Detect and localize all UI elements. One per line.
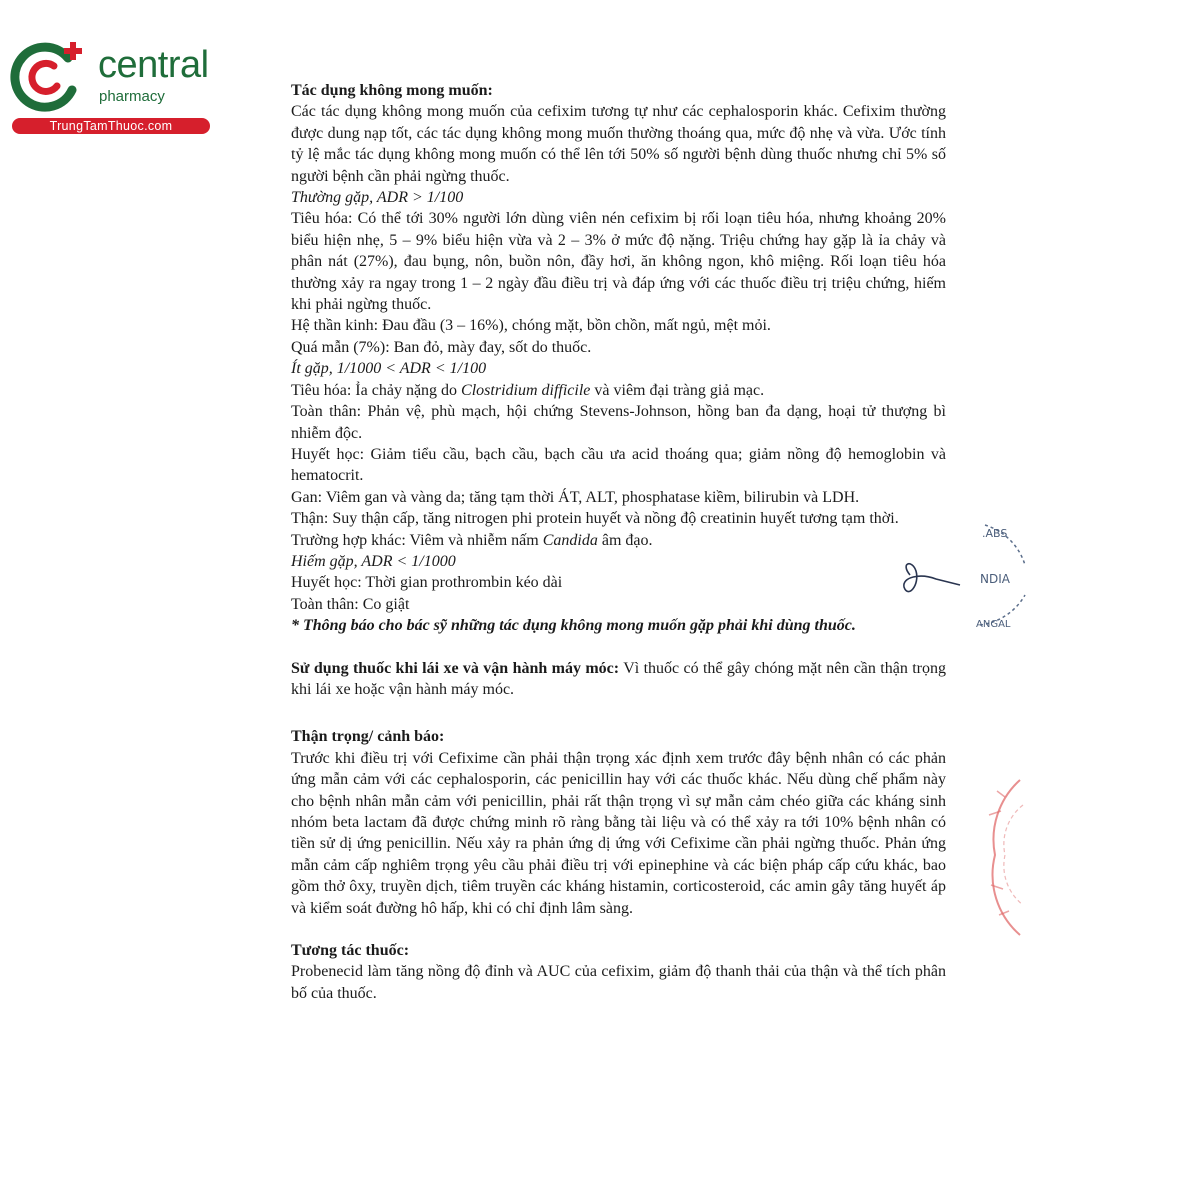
side-effects-liver: Gan: Viêm gan và vàng da; tăng tạm thời ÁT, ALT, phosphatase kiềm, bilirubin và LDH. xyxy=(291,488,860,506)
side-effects-hematology-rare: Huyết học: Thời gian prothrombin kéo dài xyxy=(291,574,563,592)
stamp-label: ANGAL xyxy=(976,619,1011,630)
stamp-label: NDIA xyxy=(980,572,1010,586)
red-seal-fragment xyxy=(975,775,1025,940)
section-title-driving: Sử dụng thuốc khi lái xe và vận hành máy móc: xyxy=(291,659,620,677)
text-run: âm đạo. xyxy=(597,531,653,549)
side-effects-other xyxy=(291,530,946,551)
side-effects-hematology: Huyết học: Giảm tiểu cầu, bạch cầu, bạch cầu ưa acid thoáng qua; giảm nồng độ hemoglobin và hematocrit. xyxy=(291,445,946,485)
interactions-text: Probenecid làm tăng nồng độ đỉnh và AUC của cefixim, giảm độ thanh thải của thận và thể tích phân bố của thuốc. xyxy=(291,963,946,1002)
side-effects-note: * Thông báo cho bác sỹ những tác dụng không mong muốn gặp phải khi dùng thuốc. xyxy=(291,617,856,635)
side-effects-digestive: Tiêu hóa: Có thể tới 30% người lớn dùng viên nén cefixim bị rối loạn tiêu hóa, nhưng khoảng 20% biểu hiện nhẹ, 5 – 9% biểu hiện vừa và 2 – 3% ở mức độ nặng. Triệu chứng hay gặp là ỉa chảy và phân nát (27%), đau bụng, nôn, buồn nôn, đầy hơi, ăn không ngon, khô miệng. Rối loạn tiêu hóa thường xảy ra ngay trong 1 – 2 ngày đầu điều trị và đáp ứng với các thuốc điều trị triệu chứng, hiếm khi phải ngừng thuốc. xyxy=(291,210,946,314)
section-title-interactions: Tương tác thuốc: xyxy=(291,942,410,960)
side-effects-kidney: Thận: Suy thận cấp, tăng nitrogen phi protein huyết và nồng độ creatinin huyết tương tạm thời. xyxy=(291,510,899,528)
frequency-rare: Hiếm gặp, ADR < 1/1000 xyxy=(291,552,456,570)
section-title-side-effects: Tác dụng không mong muốn: xyxy=(291,82,493,99)
text-run: Tiêu hóa: Ỉa chảy nặng do xyxy=(291,381,462,399)
signature-mark xyxy=(904,564,960,592)
section-title-precautions: Thận trọng/ cảnh báo: xyxy=(291,728,445,746)
text-run: và viêm đại tràng giả mạc. xyxy=(590,381,765,399)
stamp-label: .ABS xyxy=(982,527,1008,540)
driving-section xyxy=(291,658,946,701)
logo-brand: central xyxy=(98,44,209,86)
logo-subtitle: pharmacy xyxy=(99,88,165,105)
organism-name: Candida xyxy=(542,531,598,549)
side-effects-nervous: Hệ thần kinh: Đau đầu (3 – 16%), chóng mặt, bồn chồn, mất ngủ, mệt mỏi. xyxy=(291,317,771,335)
company-stamp-fragment xyxy=(890,515,1030,635)
frequency-common: Thường gặp, ADR > 1/100 xyxy=(291,189,464,207)
frequency-uncommon: Ít gặp, 1/1000 < ADR < 1/100 xyxy=(291,360,487,378)
organism-name: Clostridium difficile xyxy=(461,381,591,399)
text-run: Trường hợp khác: Viêm và nhiễm nấm xyxy=(291,531,543,549)
side-effects-allergy: Quá mẫn (7%): Ban đỏ, mày đay, sốt do thuốc. xyxy=(291,338,592,356)
side-effects-digestive-severe xyxy=(291,380,946,401)
side-effects-systemic-rare: Toàn thân: Co giật xyxy=(291,595,410,613)
central-pharmacy-logo[interactable] xyxy=(10,36,215,136)
leaflet-text xyxy=(291,80,946,1004)
driving-text: Vì thuốc có thể gây chóng mặt nên cần thận trọng khi lái xe hoặc vận hành máy móc. xyxy=(291,659,946,698)
logo-site-banner: TrungTamThuoc.com xyxy=(12,118,210,134)
side-effects-intro: Các tác dụng không mong muốn của cefixim tương tự như các cephalosporin khác. Cefixim thường được dung nạp tốt, các tác dụng không mong muốn thường thoáng qua, mức độ nhẹ và vừa. Ước tính tỷ lệ mắc tác dụng không mong muốn có thể lên tới 50% số người bệnh dùng thuốc nhưng chỉ 5% số người bệnh cần phải ngừng thuốc. xyxy=(291,103,946,185)
side-effects-systemic: Toàn thân: Phản vệ, phù mạch, hội chứng Stevens-Johnson, hồng ban đa dạng, hoại tử thượng bì nhiễm độc. xyxy=(291,403,946,442)
precautions-text: Trước khi điều trị với Cefixime cần phải thận trọng xác định xem trước đây bệnh nhân có các phản ứng mẫn cảm với các cephalosporin, các penicillin hay với các thuốc khác. Nếu dùng chế phẩm này cho bệnh nhân mẫn cảm với penicillin, phải rất thận trọng vì sự mẫn cảm chéo giữa các kháng sinh nhóm beta lactam đã được chứng minh rõ ràng bằng tài liệu và có thể xảy ra tới 10% bệnh nhân có tiền sử dị ứng penicillin. Nếu xảy ra phản ứng dị ứng với Cefixime cần phải ngừng thuốc. Phản ứng mẫn cảm cấp nghiêm trọng yêu cầu phải điều trị với epinephine và các biện pháp cấp cứu khác, bao gồm thở ôxy, truyền dịch, tiêm truyền các kháng histamin, corticosteroid, các amin gây tăng huyết áp và kiểm soát đường hô hấp, khi có chỉ định lâm sàng. xyxy=(291,749,946,917)
central-logo-mark-icon xyxy=(10,36,90,116)
